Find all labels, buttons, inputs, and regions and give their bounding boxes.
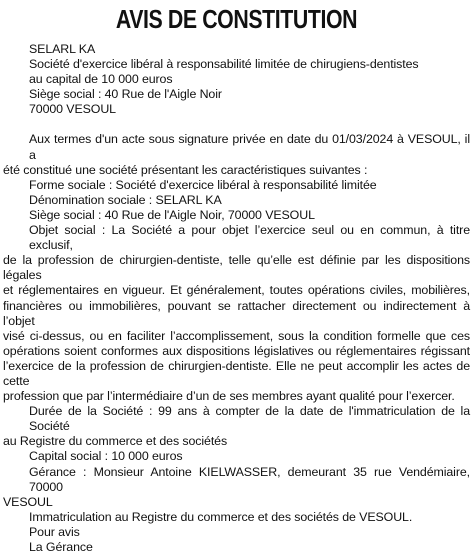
legal-notice <box>3 4 470 555</box>
notice-title: AVIS DE CONSTITUTION <box>115 4 358 34</box>
field-denomination: Dénomination sociale : SELARL KA <box>29 192 222 207</box>
pour-avis: Pour avis <box>29 524 80 539</box>
objet-paragraph <box>3 223 470 404</box>
gerance-paragraph <box>3 465 470 510</box>
intro-line-1: Aux termes d'un acte sous signature privée en date du 01/03/2024 à VESOUL, il a <box>29 132 470 162</box>
field-forme-sociale: Forme sociale : Société d'exercice libéral à responsabilité limitée <box>29 177 377 192</box>
company-address: Siège social : 40 Rue de l'Aigle Noir <box>29 87 222 102</box>
field-siege-social: Siège social : 40 Rue de l'Aigle Noir, 70000 VESOUL <box>29 207 315 222</box>
duree-line-1: Durée de la Société : 99 ans à compter de la date de l'immatriculation de la Société <box>29 404 470 434</box>
company-legal-form: Société d'exercice libéral à responsabilité limitée de chirugiens-dentistes <box>29 57 419 72</box>
company-fields <box>3 178 470 223</box>
company-capital: au capital de 10 000 euros <box>29 72 173 87</box>
notice-body <box>3 42 470 555</box>
objet-line: opérations soient conformes aux dispositions législatives ou réglementaires régissant <box>3 343 470 358</box>
objet-line: visé ci-dessus, ou en faciliter l’accomplissement, sous la condition formelle que ces <box>3 328 470 343</box>
company-header <box>3 42 470 117</box>
company-name: SELARL KA <box>29 42 96 56</box>
objet-line: de la profession de chirurgien-dentiste, telle qu’elle est définie par les dispositions légales <box>3 253 470 283</box>
gerance-line-2: VESOUL <box>3 494 53 509</box>
signature: La Gérance <box>29 540 93 554</box>
objet-line: profession que par l’intermédiaire d’un de ses membres ayant qualité pour l’exercer. <box>3 389 455 404</box>
objet-line: Objet social : La Société a pour objet l’exercice seul ou en commun, à titre exclusif, <box>29 223 470 253</box>
company-city: 70000 VESOUL <box>29 102 116 117</box>
objet-line: et réglementaires en vigueur. Et généralement, toutes opérations civiles, mobilières, <box>3 283 470 298</box>
duree-paragraph <box>3 404 470 449</box>
paragraph-gap <box>3 117 470 132</box>
capital-social: Capital social : 10 000 euros <box>29 449 183 464</box>
duree-line-2: au Registre du commerce et des sociétés <box>3 434 228 449</box>
intro-paragraph <box>3 132 470 177</box>
gerance-line-1: Gérance : Monsieur Antoine KIELWASSER, demeurant 35 rue Vendémiaire, 70000 <box>29 464 470 494</box>
immatriculation: Immatriculation au Registre du commerce et des sociétés de VESOUL. <box>29 509 413 524</box>
objet-line: l’exercice de la profession de chirurgien-dentiste. Elle ne peut accomplir les actes de cette <box>3 358 470 388</box>
objet-line: financières ou immobilières, pouvant se rattacher directement ou indirectement à l’objet <box>3 298 470 328</box>
intro-line-2: été constitué une société présentant les caractéristiques suivantes : <box>3 162 368 177</box>
